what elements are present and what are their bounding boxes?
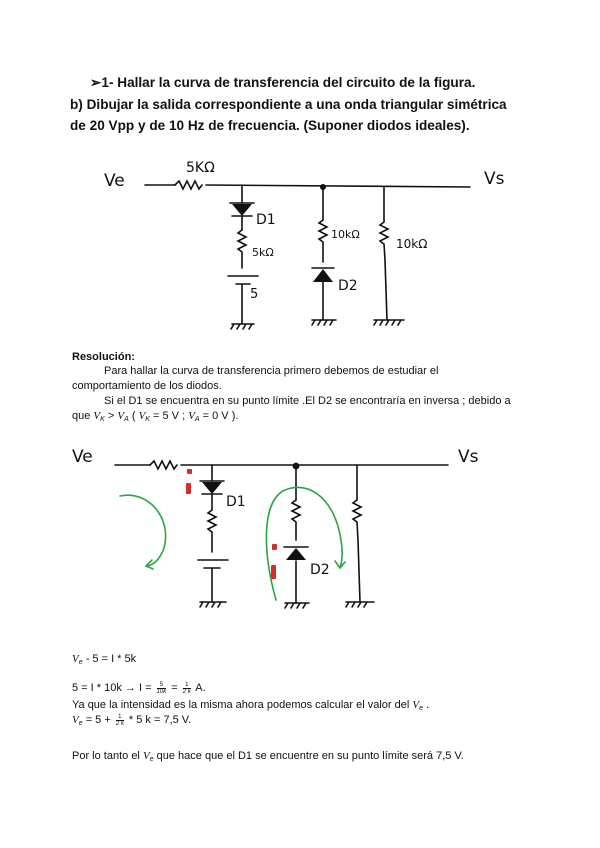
- label-vs: Vs: [484, 169, 505, 189]
- ground-1: [231, 324, 254, 329]
- resolucion-heading: Resolución:: [72, 351, 135, 363]
- node-dot: [320, 184, 326, 190]
- equation-4: $V_e = 5$ + $\frac{1}{2 k}$ * 5 k = 7,5 V.: [72, 713, 192, 727]
- green-current-arrows: [120, 487, 345, 600]
- label-ve: Ve: [104, 171, 125, 191]
- title-line-1: ➢1- Hallar la curva de transferencia del circuito de la figura.: [90, 75, 476, 90]
- equation-3-text: Ya que la intensidad es la misma ahora podemos calcular el valor del $V_e$ .: [72, 699, 430, 712]
- red-polarity-marks: [186, 469, 277, 579]
- label-r1: 5KΩ: [186, 160, 215, 176]
- fig2-resistor-r3: [292, 500, 300, 540]
- resistor-r1: [175, 181, 202, 189]
- label-d1: D1: [256, 212, 276, 228]
- title-line-2: b) Dibujar la salida correspondiente a una onda triangular simétrica: [70, 96, 507, 112]
- resistor-r2: [238, 230, 246, 268]
- paragraph-1a: Para hallar la curva de transferencia primero debemos de estudiar el: [104, 365, 439, 377]
- title-line-3: de 20 Vpp y de 10 Hz de frecuencia. (Suponer diodos ideales).: [70, 118, 470, 133]
- diode-d2-body: [313, 269, 333, 282]
- fig2-label-vs: Vs: [458, 447, 479, 467]
- diode-d1-body: [232, 204, 252, 216]
- paragraph-2a: Si el D1 se encuentra en su punto límite .El D2 se encontraría en inversa ; debido a: [104, 395, 511, 407]
- fig2-resistor-r4: [353, 500, 361, 602]
- label-d2: D2: [338, 278, 358, 294]
- label-r3: 10kΩ: [331, 228, 360, 241]
- wire-main: [206, 185, 470, 187]
- fig2-label-d1: D1: [226, 494, 246, 510]
- fig2-ground-2: [285, 603, 309, 608]
- fig2-ground-3: [346, 602, 374, 607]
- equation-1: $V_e - 5 = I * 5k$: [72, 653, 137, 666]
- resistor-r3: [319, 220, 327, 262]
- label-r4: 10kΩ: [396, 237, 428, 251]
- conclusion: Por lo tanto el $V_e$ que hace que el D1 se encuentre en su punto límite será 7,5 V.: [72, 750, 464, 763]
- fig2-label-ve: Ve: [72, 447, 93, 467]
- ground-3: [374, 320, 404, 325]
- equation-2: 5 = I * 10k → I = $\frac{5}{10k}$ = $\frac{1}{2 k}$ A.: [72, 681, 206, 695]
- paragraph-1b: comportamiento de los diodos.: [72, 380, 222, 392]
- problem-statement: [70, 72, 550, 137]
- ground-2: [312, 320, 336, 325]
- fig2-ground-1: [200, 602, 226, 607]
- label-r2: 5kΩ: [252, 246, 274, 259]
- fig2-resistor-r1: [150, 461, 177, 469]
- resistor-r4: [380, 222, 388, 320]
- label-source: 5: [250, 287, 259, 302]
- paragraph-2b: que $V_K > V_A$ ( $V_K = 5$ V ; $V_A = 0$ V ).: [72, 410, 239, 423]
- fig2-resistor-r2: [208, 510, 216, 552]
- fig2-label-d2: D2: [310, 562, 330, 578]
